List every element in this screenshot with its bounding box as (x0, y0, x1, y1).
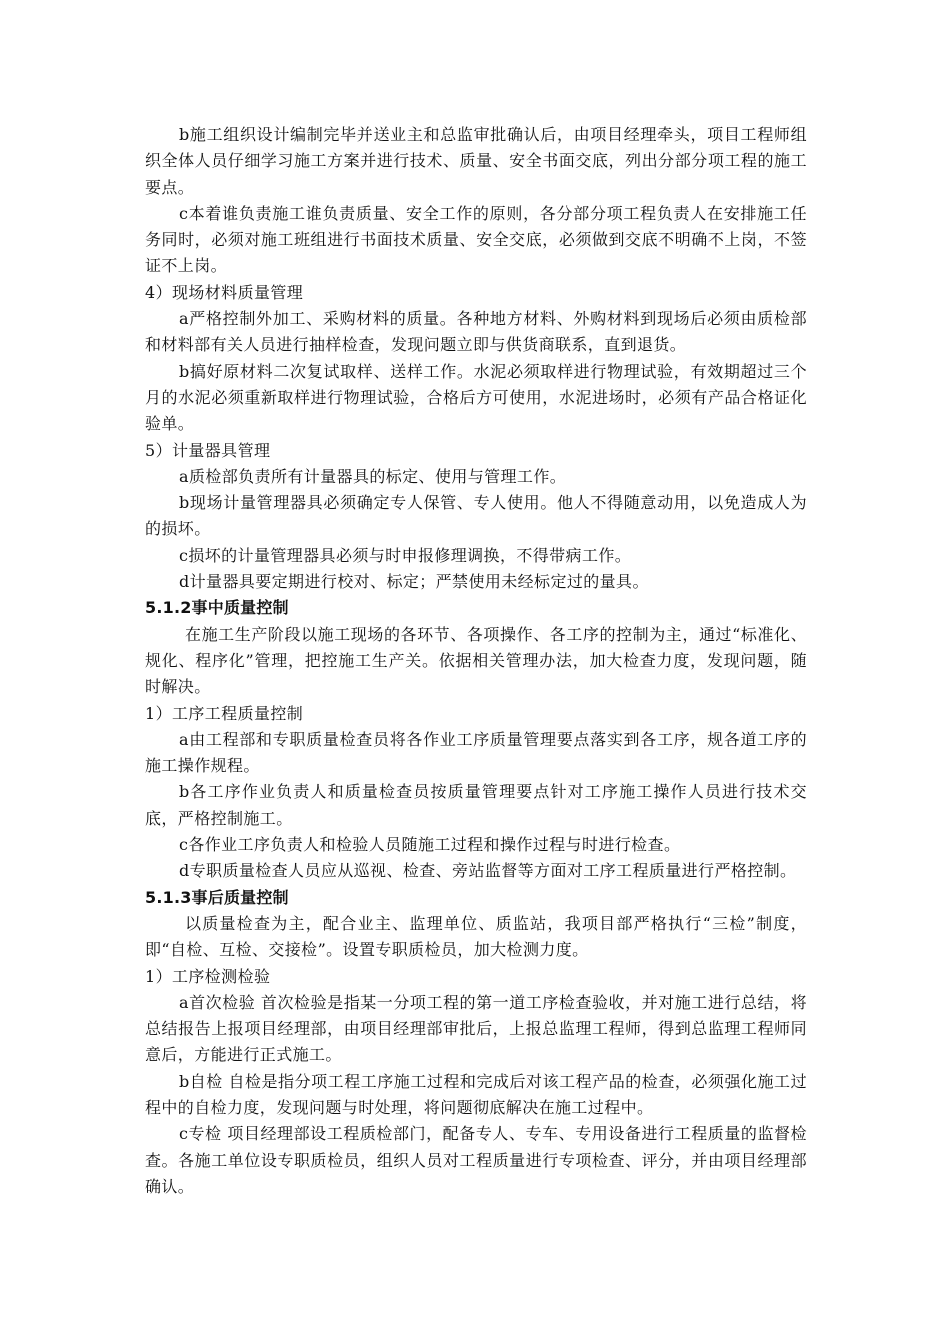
paragraph-material-retest: b搞好原材料二次复试取样、送样工作。水泥必须取样进行物理试验，有效期超过三个月的水泥必须重新取样进行物理试验，合格后方可使用，水泥进场时，必须有产品合格证化验单。 (145, 361, 807, 434)
list-item-material-quality: 4）现场材料质量管理 (145, 282, 304, 302)
list-item-process-inspection: 1）工序检测检验 (145, 966, 271, 986)
paragraph-process-c: c各作业工序负责人和检验人员随施工过程和操作过程与时进行检查。 (179, 835, 681, 855)
paragraph-design-briefing: b施工组织设计编制完毕并送业主和总监审批确认后，由项目经理牵头，项目工程师组织全体人员仔细学习施工方案并进行技术、质量、安全书面交底，列出分部分项工程的施工要点。 (145, 125, 807, 197)
paragraph-material-control: a严格控制外加工、采购材料的质量。各种地方材料、外购材料到现场后必须由质检部和材料部有关人员进行抽样检查，发现问题立即与供货商联系，直到退货。 (145, 309, 807, 355)
section-heading-in-process-control: 5.1.2事中质量控制 (145, 598, 289, 618)
paragraph-process-d: d专职质量检查人员应从巡视、检查、旁站监督等方面对工序工程质量进行严格控制。 (179, 861, 797, 881)
document-body (145, 122, 807, 1200)
list-item-measuring-instruments: 5）计量器具管理 (145, 440, 271, 460)
paragraph-instrument-a: a质检部负责所有计量器具的标定、使用与管理工作。 (179, 466, 567, 486)
paragraph-first-inspection: a首次检验 首次检验是指某一分项工程的第一道工序检查验收，并对施工进行总结，将总结报告上报项目经理部，由项目经理部审批后，上报总监理工程师，得到总监理工程师同意后，方能进行正式施工。 (145, 992, 807, 1065)
paragraph-in-process-intro: 在施工生产阶段以施工现场的各环节、各项操作、各工序的控制为主，通过“标准化、规化、程序化”管理，把控施工生产关。依据相关管理办法，加大检查力度，发现问题，随时解决。 (145, 624, 807, 697)
paragraph-self-inspection: b自检 自检是指分项工程工序施工过程和完成后对该工程产品的检查，必须强化施工过程中的自检力度，发现问题与时处理，将问题彻底解决在施工过程中。 (145, 1071, 807, 1117)
paragraph-special-inspection: c专检 项目经理部设工程质检部门，配备专人、专车、专用设备进行工程质量的监督检查。各施工单位设专职质检员，组织人员对工程质量进行专项检查、评分，并由项目经理部确认。 (145, 1124, 807, 1196)
paragraph-instrument-d: d计量器具要定期进行校对、标定；严禁使用未经标定过的量具。 (179, 572, 649, 592)
paragraph-post-control-intro: 以质量检查为主，配合业主、监理单位、质监站，我项目部严格执行“三检”制度，即“自检、互检、交接检”。设置专职质检员，加大检测力度。 (145, 913, 807, 960)
section-heading-post-control: 5.1.3事后质量控制 (145, 887, 289, 907)
paragraph-process-b: b各工序作业负责人和质量检查员按质量管理要点针对工序施工操作人员进行技术交底，严格控制施工。 (145, 782, 807, 828)
list-item-process-quality: 1）工序工程质量控制 (145, 703, 304, 723)
paragraph-responsibility-principle: c本着谁负责施工谁负责质量、安全工作的原则，各分部分项工程负责人在安排施工任务同时，必须对施工班组进行书面技术质量、安全交底，必须做到交底不明确不上岗，不签证不上岗。 (145, 203, 807, 276)
paragraph-process-a: a由工程部和专职质量检查员将各作业工序质量管理要点落实到各工序，规各道工序的施工操作规程。 (145, 729, 807, 776)
paragraph-instrument-c: c损坏的计量管理器具必须与时申报修理调换，不得带病工作。 (179, 545, 632, 565)
paragraph-instrument-b: b现场计量管理器具必须确定专人保管、专人使用。他人不得随意动用，以免造成人为的损坏。 (145, 493, 807, 539)
